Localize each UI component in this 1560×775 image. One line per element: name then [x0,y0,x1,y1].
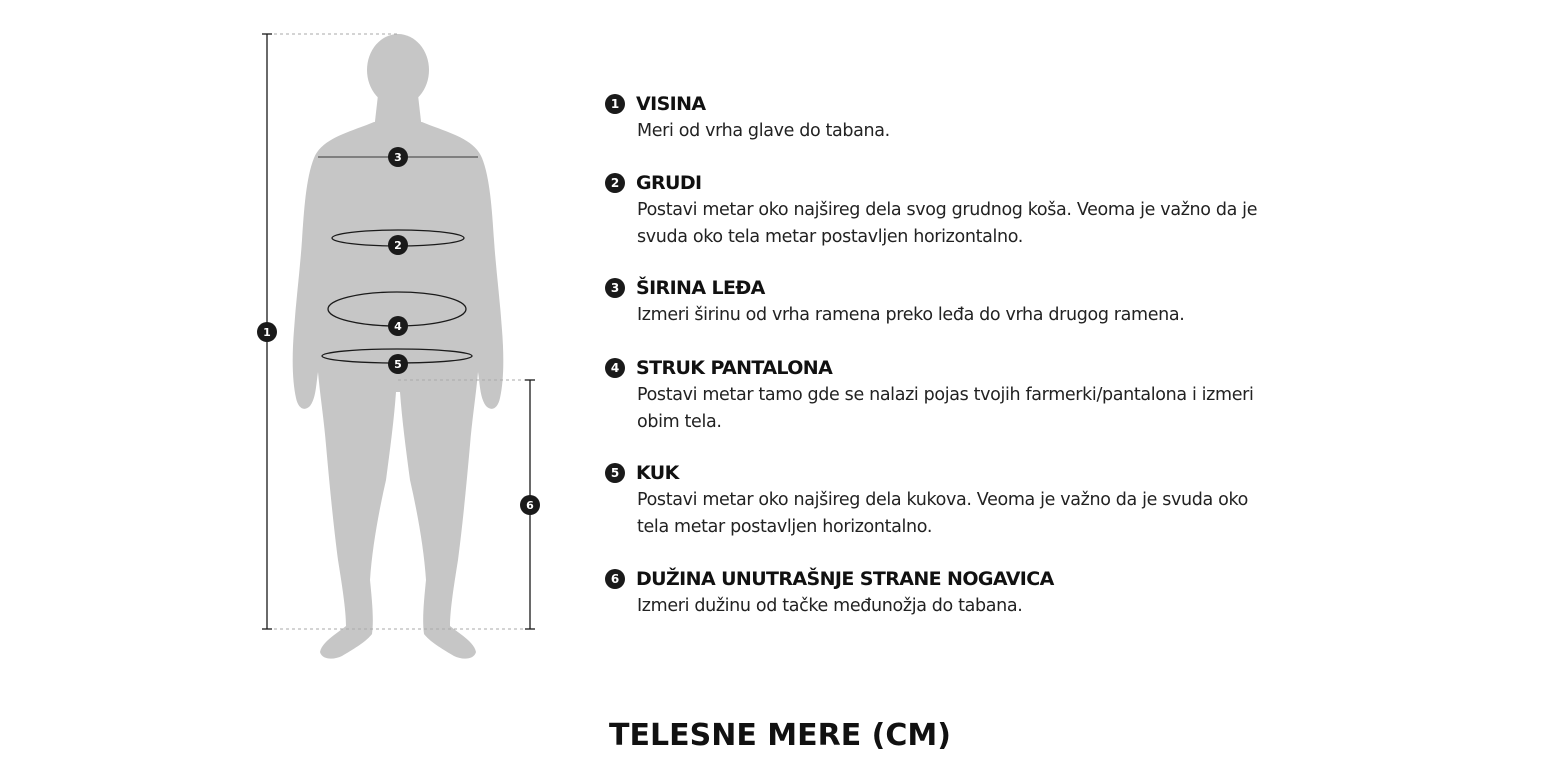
measurement-description: Izmeri dužinu od tačke međunožja do tabana. [637,596,1023,616]
number-badge: 3 [605,278,625,298]
number-badge: 4 [605,358,625,378]
measurement-title: KUK [636,462,679,484]
marker-hip-number: 5 [394,358,402,371]
number-badge: 5 [605,463,625,483]
measurement-item-height [605,92,1325,145]
measurement-description: Postavi metar oko najšireg dela kukova. Veoma je važno da je svuda oko tela metar postavljen horizontalno. [637,490,1249,537]
marker-waist [388,316,408,336]
measurement-item-chest [605,171,1325,250]
measurement-description: Meri od vrha glave do tabana. [637,121,890,141]
measurement-title: GRUDI [636,172,702,194]
measurement-title: DUŽINA UNUTRAŠNJE STRANE NOGAVICA [636,568,1054,590]
marker-chest-number: 2 [394,239,402,252]
marker-inseam [520,495,540,515]
marker-back-width-number: 3 [394,151,402,164]
measurement-description: Postavi metar tamo gde se nalazi pojas tvojih farmerki/pantalona i izmeri obim tela. [637,385,1254,432]
marker-back-width [388,147,408,167]
measurement-title: STRUK PANTALONA [636,357,833,379]
measurement-description: Izmeri širinu od vrha ramena preko leđa do vrha drugog ramena. [637,305,1185,325]
marker-height-number: 1 [263,326,271,339]
body-silhouette [293,34,504,659]
marker-height [257,322,277,342]
number-badge: 1 [605,94,625,114]
measurement-item-back-width [605,276,1325,329]
measurement-title: VISINA [636,93,706,115]
page-title: TELESNE MERE (CM) [609,718,951,753]
measurement-item-hip [605,461,1325,540]
marker-chest [388,235,408,255]
measurement-title: ŠIRINA LEĐA [636,277,765,299]
measurement-item-waist [605,356,1325,435]
marker-inseam-number: 6 [526,499,534,512]
measurement-item-inseam [605,567,1325,620]
number-badge: 6 [605,569,625,589]
marker-hip [388,354,408,374]
measurement-description: Postavi metar oko najšireg dela svog grudnog koša. Veoma je važno da je svuda oko tela metar postavljen horizontalno. [637,200,1258,247]
marker-waist-number: 4 [394,320,402,333]
number-badge: 2 [605,173,625,193]
